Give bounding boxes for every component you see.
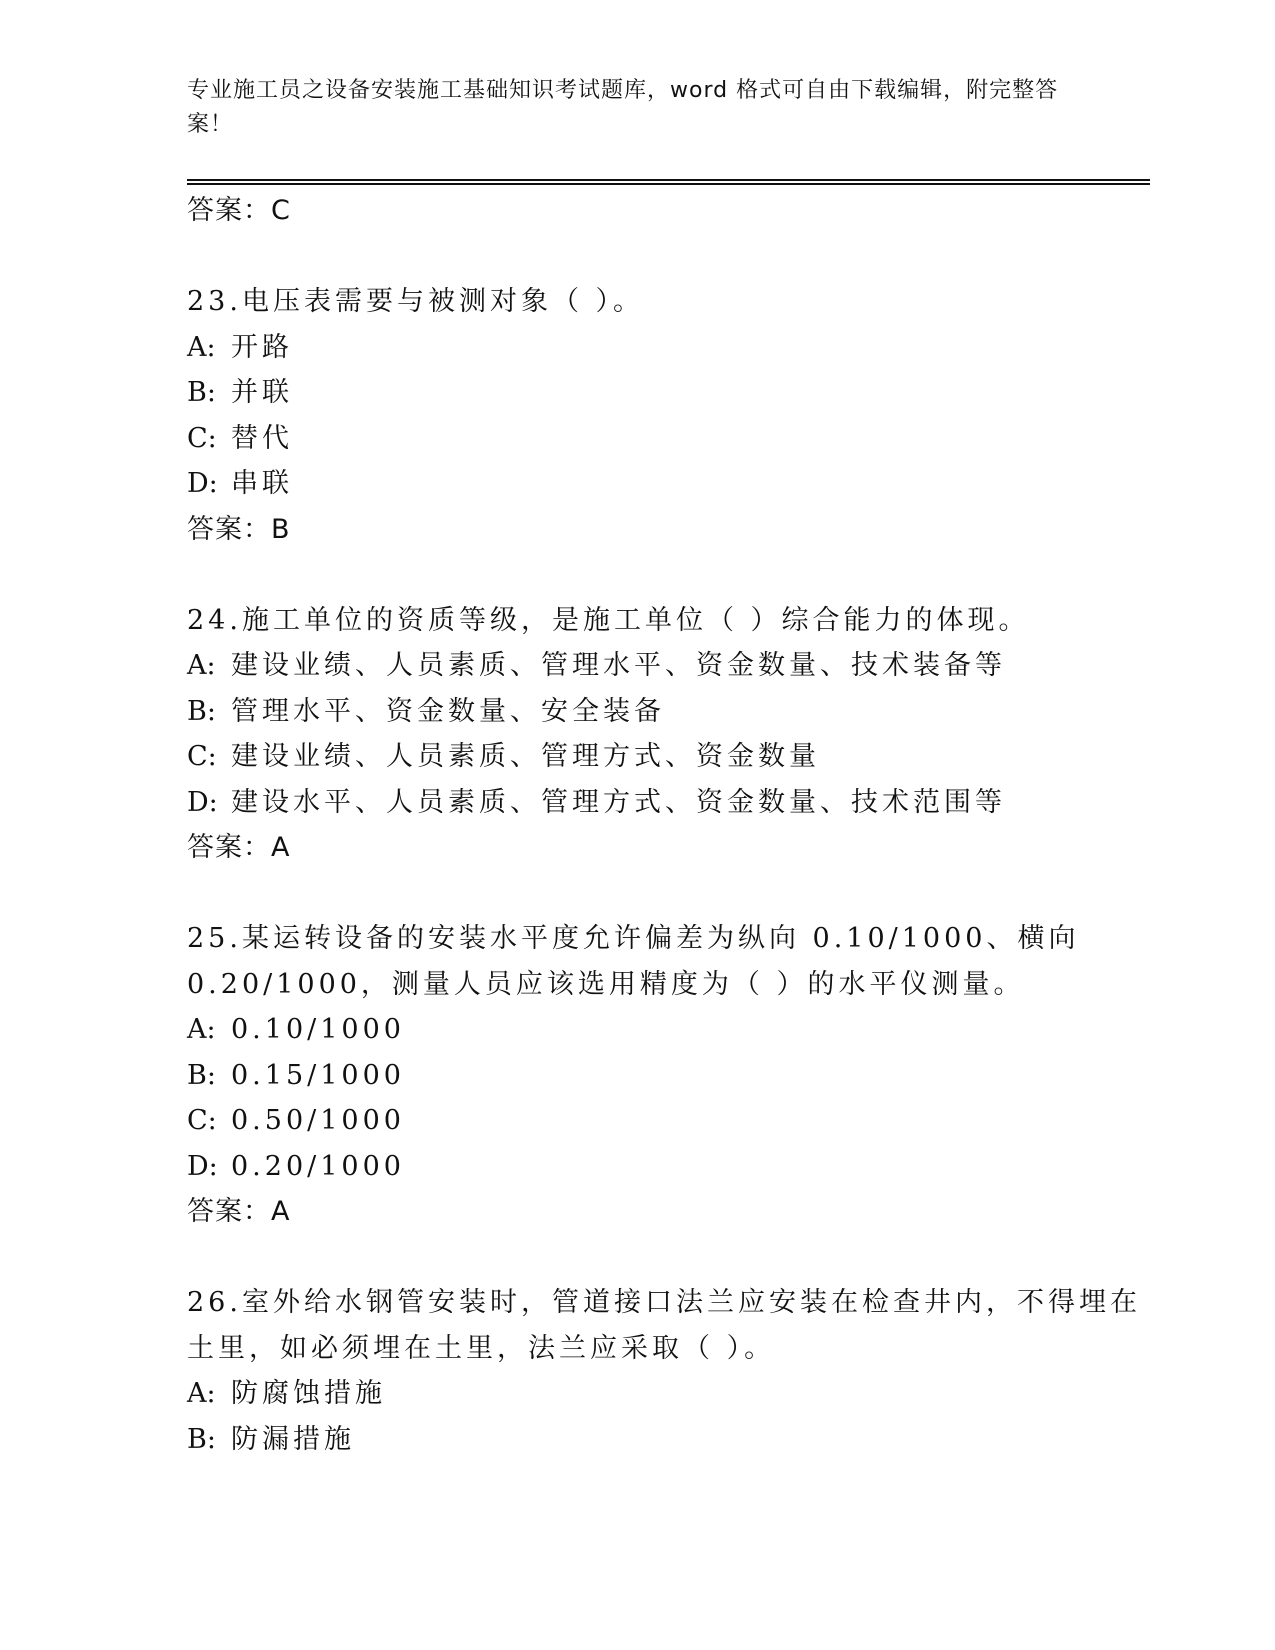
- option-letter: C:: [187, 1105, 217, 1136]
- question-text: 24.施工单位的资质等级，是施工单位（ ）综合能力的体现。: [187, 604, 1030, 636]
- option-letter: B:: [187, 695, 216, 727]
- option-letter: B:: [187, 1423, 216, 1455]
- option-c: [187, 1098, 1147, 1144]
- document-header: 专业施工员之设备安装施工基础知识考试题库，word 格式可自由下载编辑，附完整答案！: [187, 78, 1059, 137]
- option-b: [187, 1417, 1147, 1463]
- option-a: [187, 325, 1147, 371]
- answer-line: 答案：C: [187, 195, 291, 226]
- option-text: 防漏措施: [231, 1423, 355, 1455]
- option-a: [187, 1371, 1147, 1417]
- answer-line: 答案：A: [187, 1196, 291, 1227]
- option-letter: A:: [187, 650, 216, 681]
- option-text: 并联: [231, 377, 293, 408]
- option-d: [187, 780, 1147, 826]
- option-text: 建设业绩、人员素质、管理方式、资金数量: [231, 741, 820, 772]
- question-26: [187, 1280, 1147, 1462]
- option-text: 建设业绩、人员素质、管理水平、资金数量、技术装备等: [231, 650, 1006, 681]
- option-a: [187, 643, 1147, 689]
- option-text: 替代: [231, 422, 293, 454]
- option-letter: B:: [187, 1059, 216, 1091]
- header-divider-bottom: [187, 183, 1150, 185]
- option-b: [187, 370, 1147, 416]
- question-list: [187, 188, 1147, 1462]
- option-text: 0.50/1000: [231, 1105, 405, 1136]
- option-letter: A:: [187, 331, 216, 363]
- option-letter: A:: [187, 1378, 216, 1409]
- option-text: 0.20/1000: [231, 1150, 405, 1182]
- option-c: [187, 734, 1147, 780]
- option-letter: D:: [187, 468, 218, 499]
- question-25: [187, 916, 1147, 1234]
- option-letter: D:: [187, 1150, 218, 1182]
- answer-line: 答案：A: [187, 832, 291, 863]
- option-d: [187, 1144, 1147, 1190]
- option-letter: C:: [187, 741, 217, 772]
- question-text: 23.电压表需要与被测对象（ ）。: [187, 286, 645, 317]
- option-letter: C:: [187, 422, 217, 454]
- question-23: [187, 279, 1147, 552]
- option-c: [187, 416, 1147, 462]
- option-b: [187, 1053, 1147, 1099]
- option-text: 建设水平、人员素质、管理方式、资金数量、技术范围等: [231, 786, 1006, 818]
- question-text: 25.某运转设备的安装水平度允许偏差为纵向 0.10/1000、横向 0.20/1000，测量人员应该选用精度为（ ）的水平仪测量。: [187, 923, 1080, 1000]
- option-d: [187, 461, 1147, 507]
- option-letter: D:: [187, 786, 218, 818]
- option-b: [187, 689, 1147, 735]
- option-text: 管理水平、资金数量、安全装备: [231, 695, 665, 727]
- answer-line: 答案：B: [187, 513, 291, 545]
- option-text: 0.15/1000: [231, 1059, 405, 1091]
- option-text: 串联: [231, 468, 293, 499]
- option-letter: A:: [187, 1014, 216, 1045]
- option-text: 开路: [231, 331, 293, 363]
- option-letter: B:: [187, 377, 216, 408]
- option-a: [187, 1007, 1147, 1053]
- header-divider-top: [187, 179, 1150, 181]
- option-text: 0.10/1000: [231, 1014, 405, 1045]
- question-text: 26.室外给水钢管安装时，管道接口法兰应安装在检查井内，不得埋在土里，如必须埋在土里，法兰应采取（ ）。: [187, 1287, 1141, 1364]
- question-24: [187, 598, 1147, 871]
- option-text: 防腐蚀措施: [231, 1378, 386, 1409]
